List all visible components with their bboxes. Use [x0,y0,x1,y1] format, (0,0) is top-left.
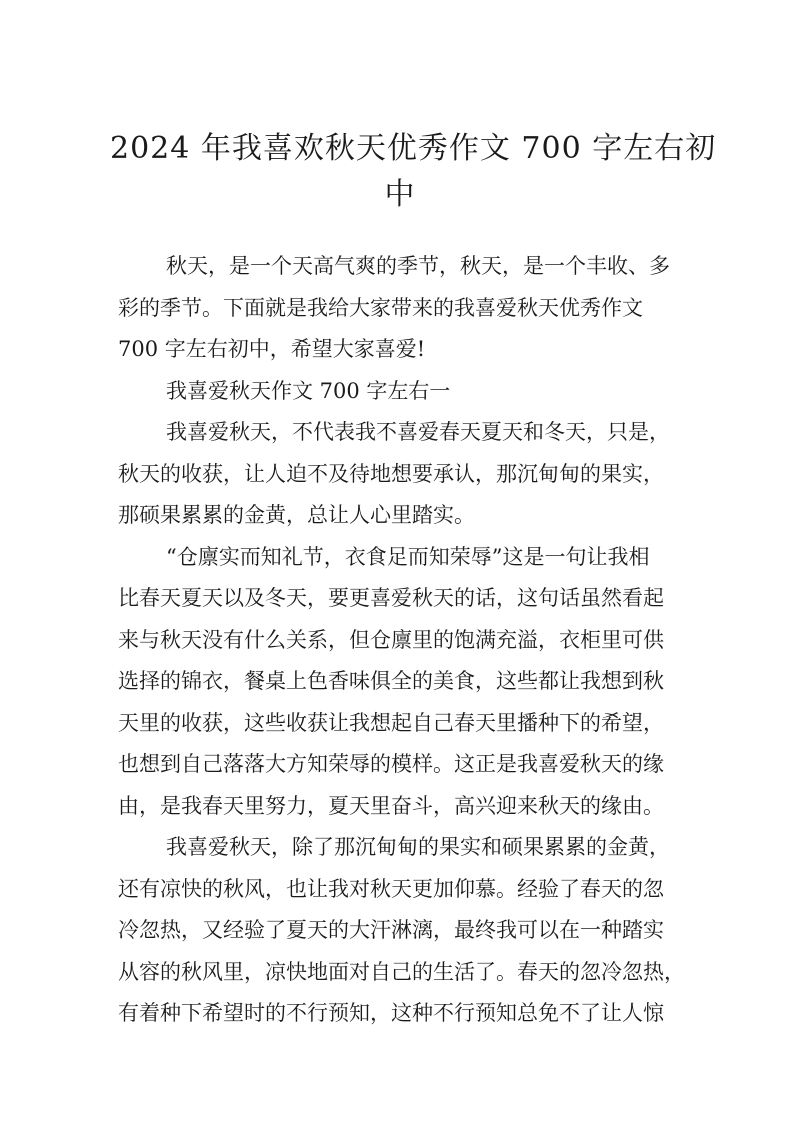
text-line: 也想到自己落落大方知荣辱的模样。这正是我喜爱秋天的缘 [118,752,664,776]
text-line: 从容的秋风里，凉快地面对自己的生活了。春天的忽冷忽热， [118,959,685,984]
paragraph-2 [118,537,690,828]
text-line: 秋天，是一个天高气爽的季节，秋天，是一个丰收、多 [166,254,670,278]
text-line: 彩的季节。下面就是我给大家带来的我喜爱秋天优秀作文 [118,295,643,320]
text-line: 那硕果累累的金黄，总让人心里踏实。 [118,503,475,527]
section-heading [118,371,690,413]
text-line: 有着种下希望时的不行预知，这种不行预知总免不了让人惊 [118,1001,664,1025]
document-title [110,126,717,218]
text-line: 天里的收获，这些收获让我想起自己春天里播种下的希望， [118,710,664,735]
text-line: 我喜爱秋天，不代表我不喜爱春天夏天和冬天，只是， [166,420,670,444]
document-body [118,246,690,1035]
title-line-1: 2024 年我喜欢秋天优秀作文 700 字左右初 [110,131,717,166]
text-line: 秋天的收获，让人迫不及待地想要承认，那沉甸甸的果实， [118,461,664,486]
text-line: 选择的锦衣，餐桌上色香味俱全的美食，这些都让我想到秋 [118,669,664,693]
section-heading-text: 我喜爱秋天作文 700 字左右一 [166,378,451,403]
paragraph-1 [118,412,690,537]
title-line-2: 中 [384,177,416,212]
paragraph-intro [118,246,690,371]
text-line: 由，是我春天里努力，夏天里奋斗，高兴迎来秋天的缘由。 [118,793,664,818]
text-line: 比春天夏天以及冬天，要更喜爱秋天的话，这句话虽然看起 [118,586,664,610]
text-line: 我喜爱秋天，除了那沉甸甸的果实和硕果累累的金黄， [166,835,670,859]
text-line: 700 字左右初中，希望大家喜爱! [118,337,426,361]
text-line: 冷忽热，又经验了夏天的大汗淋漓，最终我可以在一种踏实 [118,918,664,942]
text-line: 来与秋天没有什么关系，但仓廪里的饱满充溢，衣柜里可供 [118,627,664,652]
text-line: “仓廪实而知礼节，衣食足而知荣辱”这是一句让我相 [166,544,650,569]
paragraph-3 [118,827,690,1035]
text-line: 还有凉快的秋风，也让我对秋天更加仰慕。经验了春天的忽 [118,876,664,901]
